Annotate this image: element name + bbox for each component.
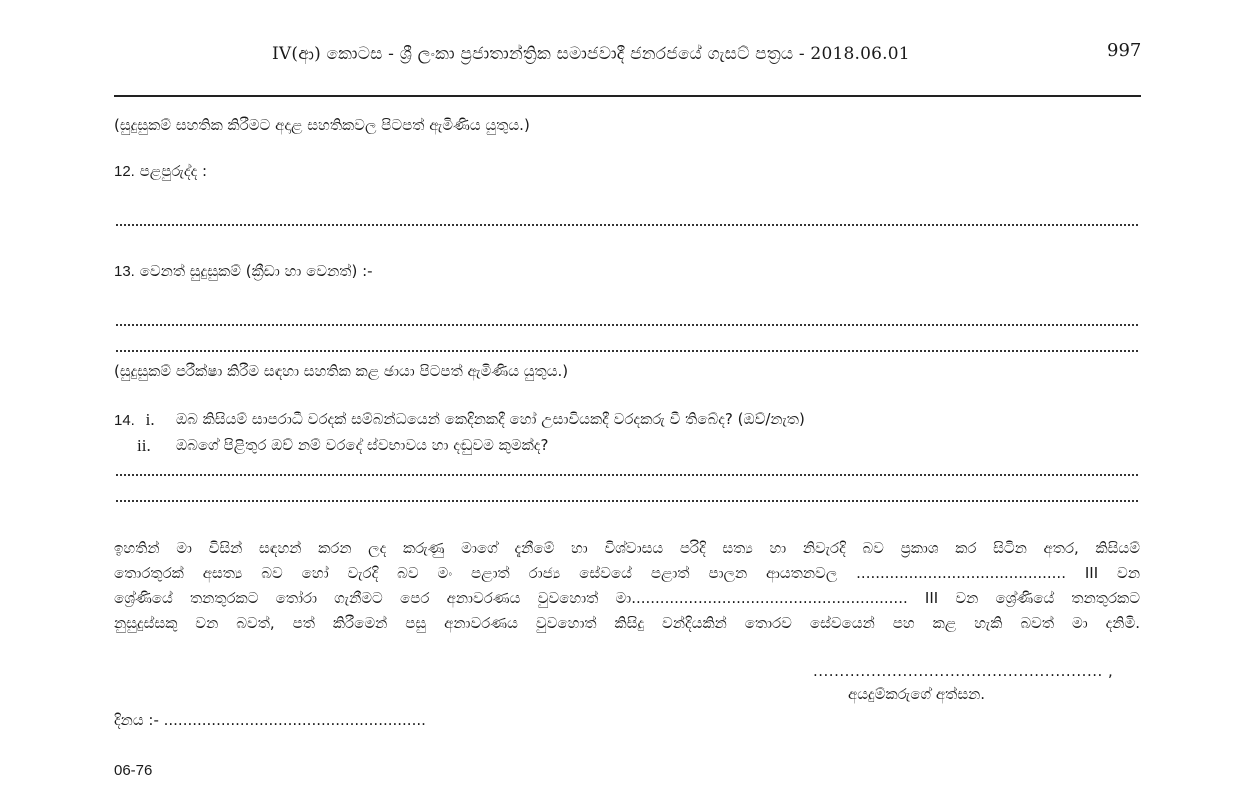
date-field[interactable]: දිනය :- .......................................................	[114, 711, 426, 729]
declaration-paragraph	[114, 536, 1140, 636]
item-12-row	[114, 162, 207, 180]
item-13-number: 13.	[114, 263, 135, 280]
item-14-ii-question: ඔබගේ පිළිතුර ඔව් නම් වරදේ ස්වභාවය හා දඬුවම කුමක්ද?	[176, 436, 549, 454]
item-14-number: 14.	[114, 412, 135, 429]
declaration-line-2: තොරතුරක් අසත්‍ය බව හෝ වැරදි බව මං පළාත් රාජ්‍ය සේවයේ පළාත් පාලන ආයතනවල ............................................ III වන	[114, 564, 1140, 582]
item-12-number: 12.	[114, 163, 135, 180]
certificates-note: (සුදුසුකම් සහතික කිරීමට අදාළ සහතිකවල පිටපත් ඇමිණිය යුතුය.)	[114, 116, 530, 134]
item-14-ii-marker: ii.	[137, 436, 151, 455]
item-14-answer-line-2[interactable]	[116, 500, 1138, 502]
declaration-line-1: ඉහතින් මා විසින් සඳහන් කරන ලද කරුණු මාගේ දැනීමේ හා විශ්වාසය පරිදි සත්‍ය හා නිවැරදි බව ප්‍රකාශ කර සිටින අතර, කිසියම්	[114, 539, 1140, 557]
item-12-label: පළපුරුද්ද ‍:	[139, 162, 208, 180]
declaration-line-4: නුසුදුස්සකු වන බවත්, පත් කිරීමෙන් පසු අනාවරණය වුවහොත් කිසිදු වන්දියකින් තොරව සේවයෙන් පහ කළ හැකි බවත් මා දනිමි.	[114, 614, 1140, 632]
item-14-answer-line-1[interactable]	[116, 474, 1138, 476]
item-14-i-question: ඔබ කිසියම් සාපරාධී වරදක් සම්බන්ධයෙන් කෙදිනකදී හෝ උසාවියකදී වරදකරු වී තිබේද? (ඔව්/නැත)	[176, 410, 805, 428]
header-divider	[114, 95, 1141, 97]
sports-certificates-note: (සුදුසුකම් පරීක්ෂා කිරීම සඳහා සහතික කළ ඡායා පිටපත් ඇමිණිය යුතුය.)	[114, 362, 569, 380]
signature-label: අයදුම්කරුගේ අත්සන.	[848, 685, 986, 703]
item-14-i-row	[114, 410, 155, 430]
signature-line[interactable]: ....................................................... ,	[813, 662, 1114, 680]
item-13-answer-line-2[interactable]	[116, 350, 1138, 352]
page-number: 997	[1107, 40, 1142, 61]
declaration-line-3: ශ්‍රේණියේ තනතුරකට තෝරා ගැනීමට පෙර අනාවරණය වුවහොත් මා.......................................................... III වන ශ්‍රේණියේ තනතුරකට	[114, 589, 1140, 607]
item-13-row	[114, 262, 373, 280]
item-14-i-marker: i.	[145, 410, 155, 429]
item-13-label: වෙනත් සුදුසුකම් (ක්‍රීඩා හා වෙනත්) :-	[139, 262, 373, 280]
item-12-answer-line[interactable]	[116, 224, 1138, 226]
footer-code: 06-76	[114, 762, 153, 779]
gazette-header-title: IV(ආ) කොටස - ශ්‍රී ලංකා ප්‍රජාතාන්ත්‍රික සමාජවාදී ජනරජයේ ගැසට් පත්‍රය - 2018.06.01	[272, 44, 910, 64]
item-13-answer-line-1[interactable]	[116, 324, 1138, 326]
